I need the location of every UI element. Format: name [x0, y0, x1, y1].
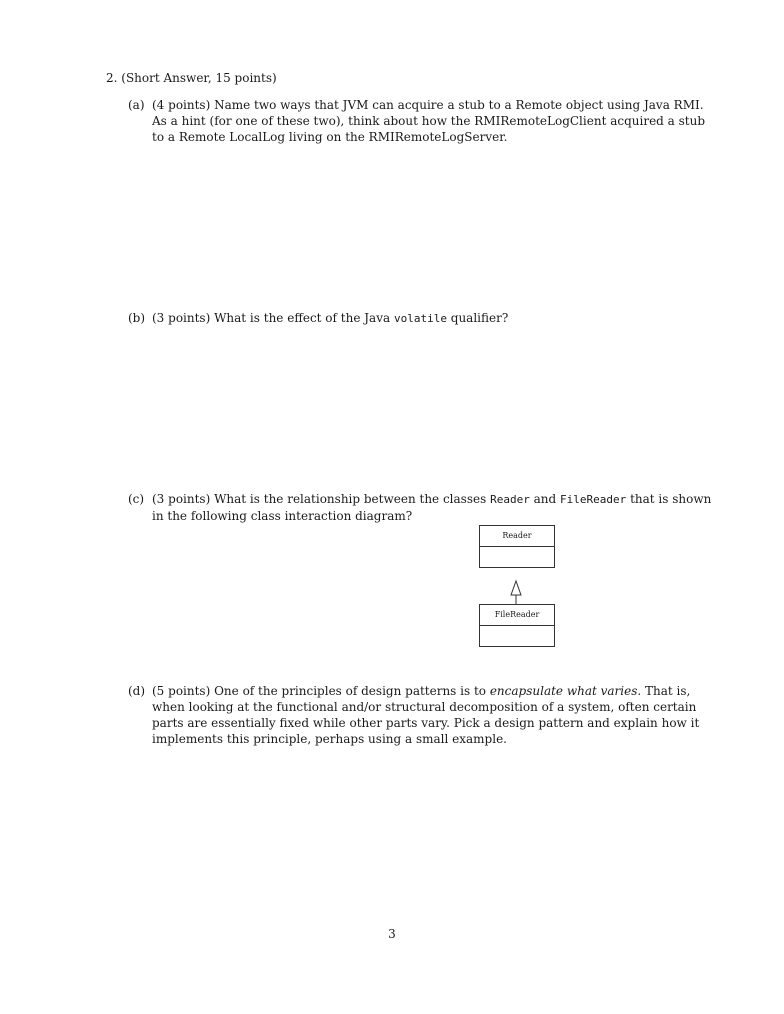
part-c-label: (c) [128, 492, 145, 506]
part-d-emphasis: encapsulate what varies. [489, 684, 642, 698]
class-diagram [479, 525, 555, 650]
part-c-line-2: in the following class interaction diagram? [152, 509, 413, 523]
part-c-text-post: that is shown [626, 492, 712, 506]
part-b-text-pre: (3 points) What is the effect of the Java [152, 311, 394, 325]
part-d-line-3: parts are essentially fixed while other parts vary. Pick a design pattern and explain how it [152, 716, 700, 730]
part-d-line-1 [152, 683, 691, 699]
part-d-body [152, 683, 700, 747]
part-a-line-2: As a hint (for one of these two), think about how the RMIRemoteLogClient acquired a stub [152, 114, 706, 128]
part-d-text-pre: (5 points) One of the principles of design patterns is to [152, 684, 490, 698]
part-d [128, 683, 700, 746]
part-c-text-pre: (3 points) What is the relationship between the classes [152, 492, 491, 506]
part-b-line-1 [152, 310, 672, 327]
part-c-body [152, 491, 712, 524]
part-b-body [152, 310, 672, 327]
uml-class-filereader [479, 604, 555, 647]
part-c-line-1 [152, 491, 712, 508]
filereader-classname: FileReader [560, 493, 627, 506]
part-b [128, 310, 509, 326]
volatile-keyword: volatile [393, 312, 447, 325]
part-d-text-post: That is, [641, 684, 691, 698]
page-number: 3 [388, 927, 396, 941]
reader-classname: Reader [490, 493, 530, 506]
part-d-label: (d) [128, 684, 146, 698]
part-a-body [152, 97, 706, 145]
part-b-label: (b) [128, 311, 146, 325]
part-a-line-1: (4 points) Name two ways that JVM can acquire a stub to a Remote object using Java RMI. [152, 98, 704, 112]
part-d-line-4: implements this principle, perhaps using a small example. [152, 732, 507, 746]
part-d-line-2: when looking at the functional and/or structural decomposition of a system, often certain [152, 700, 697, 714]
uml-class-reader-name: Reader [480, 526, 554, 547]
question-heading: 2. (Short Answer, 15 points) [106, 71, 277, 85]
part-a-label: (a) [128, 98, 145, 112]
uml-class-filereader-name: FileReader [480, 605, 554, 626]
part-c-text-mid: and [529, 492, 561, 506]
part-b-text-post: qualifier? [446, 311, 509, 325]
part-c [128, 491, 712, 523]
part-a-line-3: to a Remote LocalLog living on the RMIRemoteLogServer. [152, 130, 508, 144]
inheritance-arrowhead-icon [511, 581, 521, 595]
uml-class-filereader-body [480, 626, 554, 646]
part-a [128, 97, 706, 144]
